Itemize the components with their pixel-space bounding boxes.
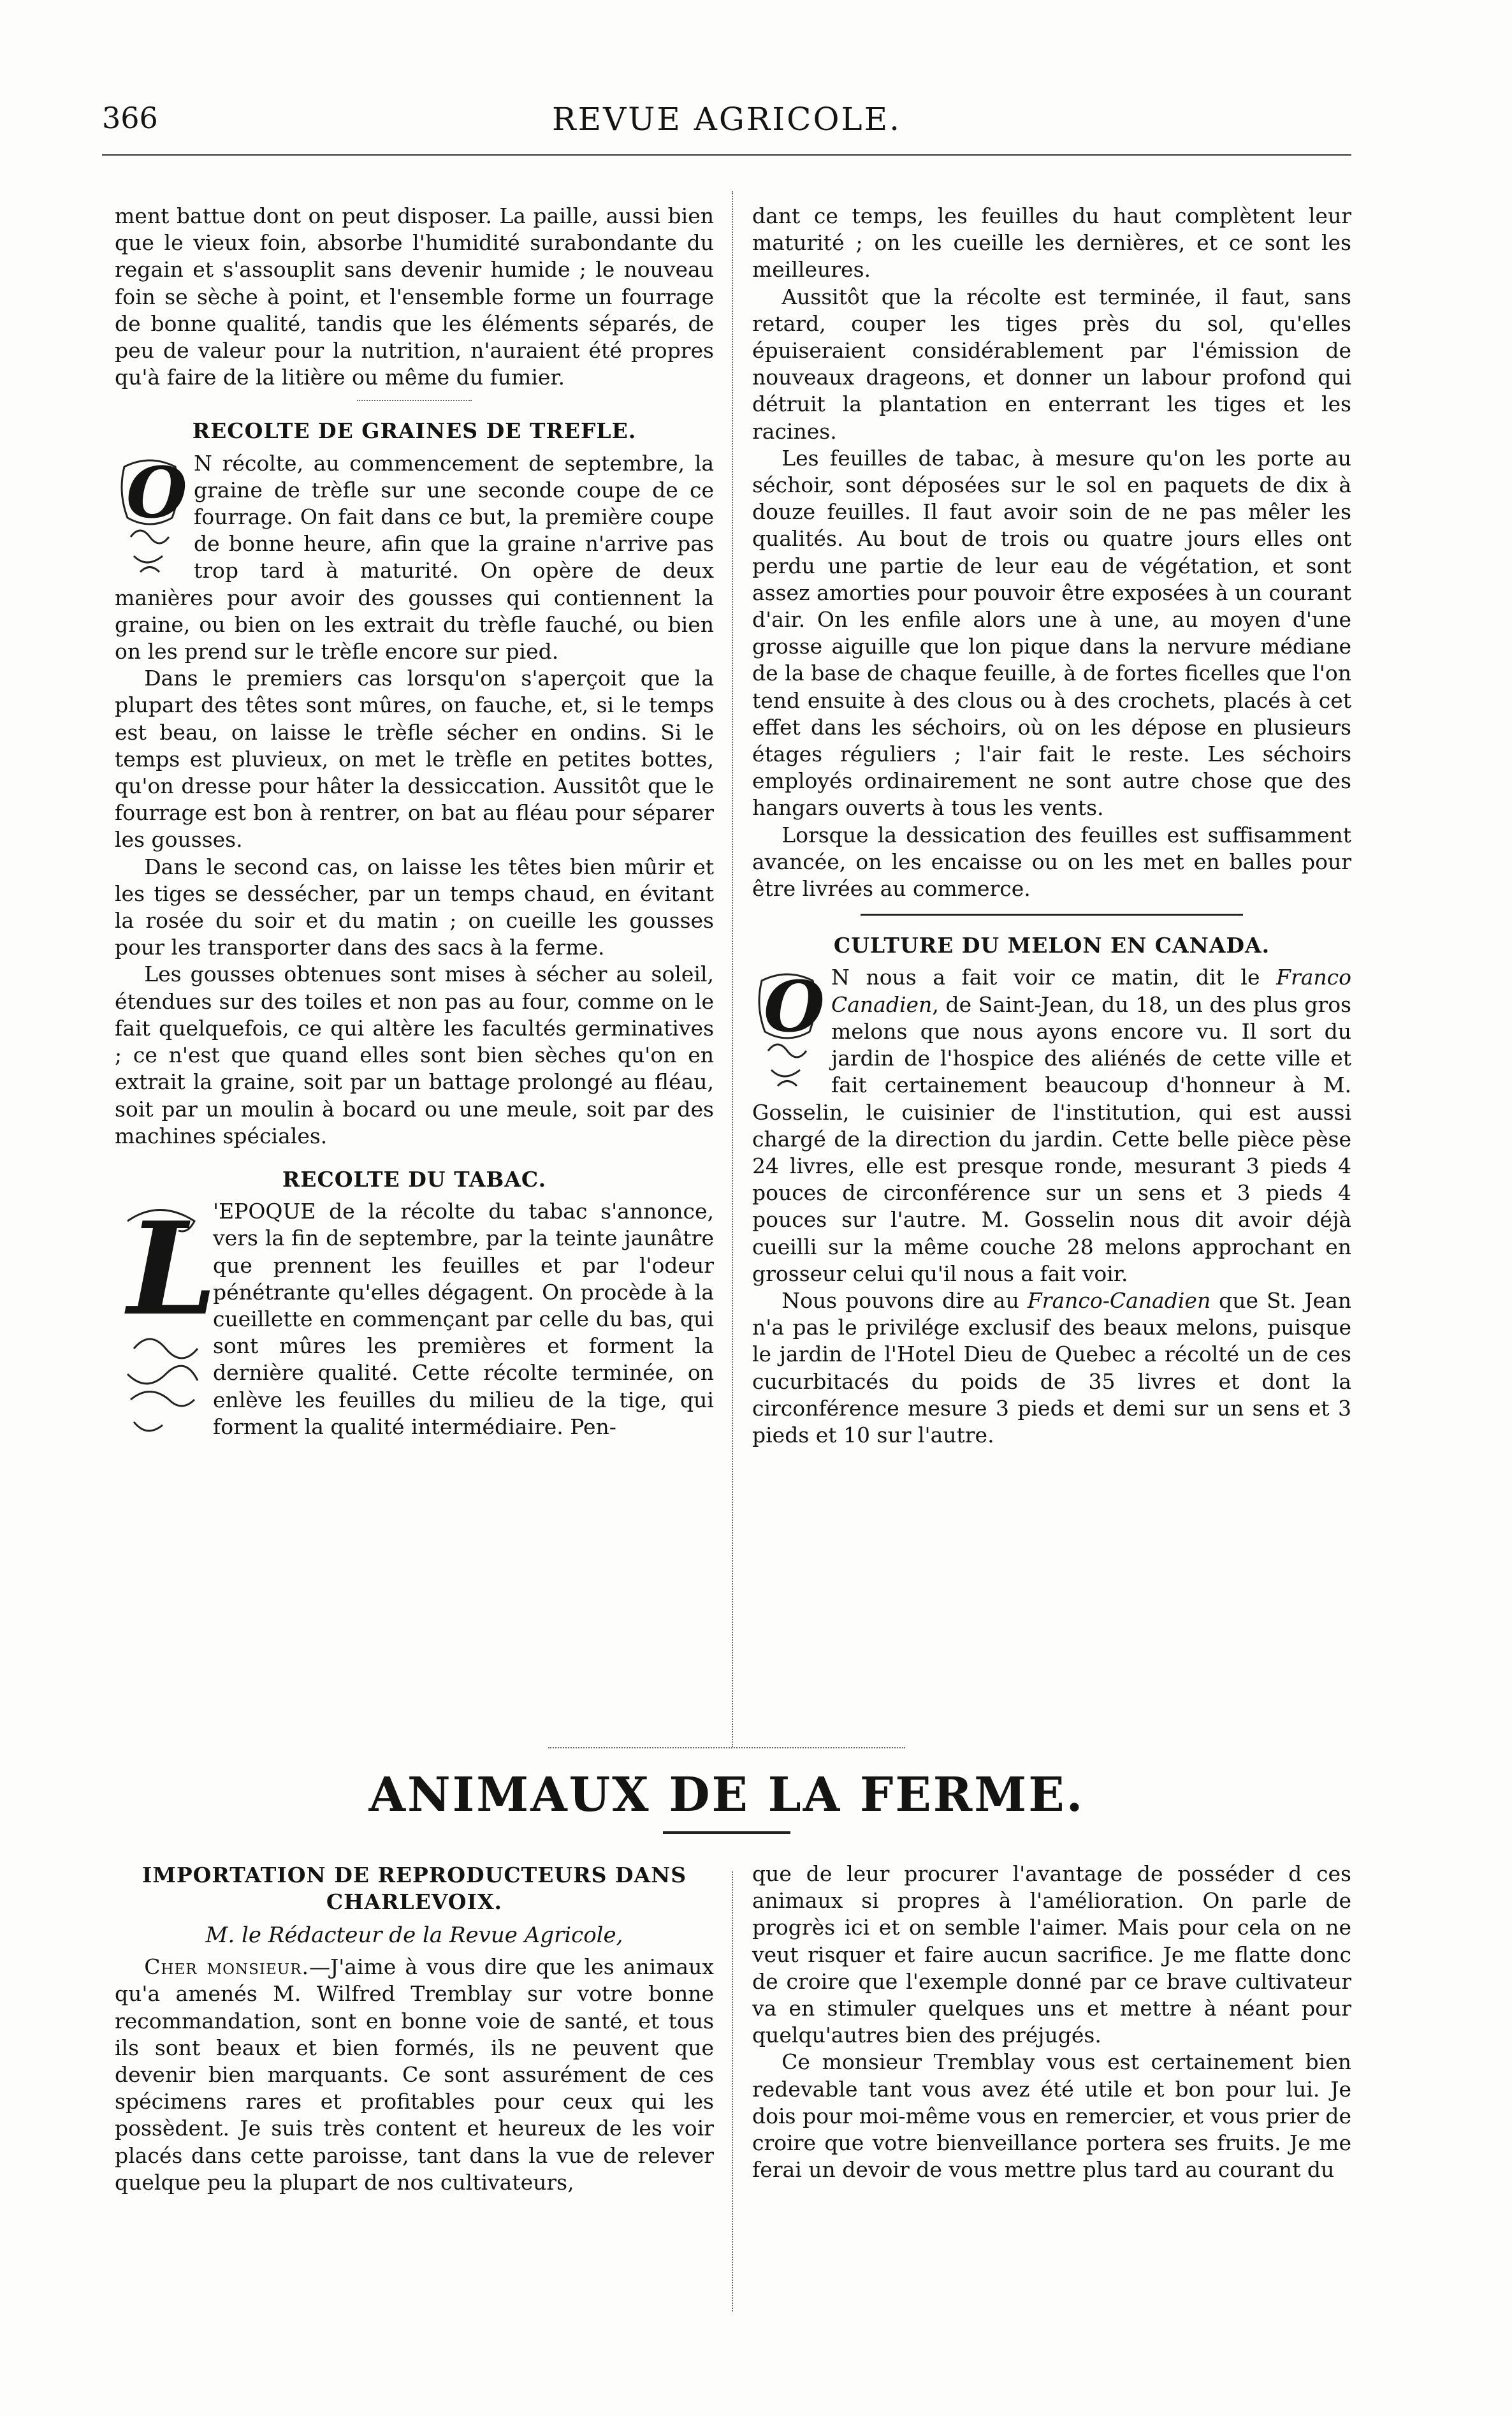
journal-title: REVUE AGRICOLE. bbox=[551, 101, 902, 138]
section-divider bbox=[861, 914, 1243, 916]
page-number: 366 bbox=[102, 101, 158, 135]
letter-salutation: M. le Rédacteur de la Revue Agricole, bbox=[205, 1922, 623, 1948]
letter-paragraph-2: que de leur procurer l'avantage de posséder d ces animaux si propres à l'amélioration. On parle de progrès ici et on semble l'aimer. Mais pour cela on ne veut risquer et faire aucun sacrifice. Je me flatte donc de croire que l'exemple donné par ce brave cultivateur va en stimuler quelques uns et mettre à néant pour quelqu'autres bien des préjugés. bbox=[752, 1861, 1351, 2048]
melon-paragraph-1 bbox=[752, 964, 1351, 1287]
tabac-paragraph-3: Aussitôt que la récolte est terminée, il faut, sans retard, couper les tiges près du sol, qu'elles épuiseraient considérablement par l'émission de nouveaux drageons, et donner un labour profond qui détruit la plantation en enterrant les tiges et les racines. bbox=[752, 284, 1351, 444]
letter-text: —J'aime à vous dire que les animaux qu'a amenés M. Wilfred Tremblay sur votre bonne recommandation, sont en bonne voie de santé, et tous ils sont beaux et bien formés, ils ne peuvent que devenir bien marquants. Ce sont assurément de ces spécimens rares et profitables pour ceux qui les possèdent. Je suis très content et heureux de les voir placés dans cette paroisse, tant dans la vue de relever quelque peu la plupart de nos cultivateurs, bbox=[115, 1954, 714, 2195]
bottom-left-column bbox=[115, 1862, 714, 2196]
ornamental-dropcap-o bbox=[115, 451, 187, 582]
feature-divider bbox=[548, 1747, 905, 1748]
newspaper-name: Franco Canadien bbox=[831, 965, 1351, 1017]
tabac-paragraph-1: 'EPOQUE de la récolte du tabac s'annonce, vers la fin de septembre, par la teinte jaunâtre que prennent les feuilles et par l'odeur pénétrante qu'elles dégagent. On procède à la cueillette en commençant par celle du bas, qui sont mûres les premières et forment la dernière qualité. Cette récolte terminée, on enlève les feuilles du milieu de la tige, qui forment la qualité intermédiaire. Pen- bbox=[213, 1199, 714, 1439]
trefle-paragraph-2: Dans le premiers cas lorsqu'on s'aperçoit que la plupart des têtes sont mûres, on fauche, et, si le temps est beau, on laisse le trèfle sécher en ondins. Si le temps est pluvieux, on met le trèfle en petites bottes, qu'on dresse pour hâter la dessiccation. Aussitôt que le fourrage est bon à rentrer, on bat au fléau pour séparer les gousses. bbox=[115, 666, 714, 853]
trefle-paragraph-3: Dans le second cas, on laisse les têtes bien mûrir et les tiges se dessécher, par un temps chaud, en évitant la rosée du soir et du matin ; on cueille les gousses pour les transporter dans des sacs à la ferme. bbox=[115, 854, 714, 960]
section-divider bbox=[357, 400, 472, 401]
intro-paragraph: ment battue dont on peut disposer. La paille, aussi bien que le vieux foin, absorbe l'humidité surabondante du regain et s'assouplit sans devenir humide ; le nouveau foin se sèche à point, et l'ensemble forme un fourrage de bonne qualité, tandis que les éléments séparés, de peu de valeur pour la nutrition, n'auraient été propres qu'à faire de la litière ou même du fumier. bbox=[115, 203, 714, 390]
trefle-paragraph-1: N récolte, au commencement de septembre, la graine de trèfle sur une seconde coupe de ce fourrage. On fait dans ce but, la première coupe de bonne heure, afin que la graine n'arrive pas trop tard à maturité. On opère de deux manières pour avoir des gousses qui contiennent la graine, ou bien on les extrait du trèfle fauché, ou bien on les prend sur le trèfle encore sur pied. bbox=[115, 450, 714, 664]
melon-text: que St. Jean n'a pas le privilége exclusif des beaux melons, puisque le jardin de l'Hotel Dieu de Quebec a récolté un de ces cucurbitacés du poids de 35 livres et dont la circonférence mesure 3 pieds et demi sur un sens et 3 pieds et 10 sur l'autre. bbox=[752, 1287, 1352, 1447]
melon-text: Nous pouvons dire au bbox=[781, 1287, 1028, 1313]
running-head bbox=[102, 101, 1351, 145]
feature-underline bbox=[663, 1831, 790, 1834]
right-column bbox=[752, 203, 1351, 1449]
ornamental-dropcap-l bbox=[115, 1194, 217, 1444]
melon-paragraph-2 bbox=[752, 1287, 1351, 1449]
left-column bbox=[115, 203, 714, 1444]
feature-title: ANIMAUX DE LA FERME. bbox=[368, 1768, 1085, 1822]
column-divider bbox=[732, 1871, 733, 2311]
letter-paragraph-1 bbox=[115, 1954, 714, 2196]
section-title-tabac: RECOLTE DU TABAC. bbox=[282, 1166, 547, 1192]
section-title-trefle: RECOLTE DE GRAINES DE TREFLE. bbox=[192, 418, 637, 444]
bottom-right-column bbox=[752, 1861, 1351, 2183]
tabac-paragraph-4: Les feuilles de tabac, à mesure qu'on les porte au séchoir, sont déposées sur le sol en paquets de dix à douze feuilles. Il faut avoir soin de ne pas mêler les qualités. Au bout de trois ou quatre jours elles ont perdu une partie de leur eau de végétation, et sont assez amorties pour pouvoir être exposées à un courant d'air. On les enfile alors une à une, au moyen d'une grosse aiguille que lon pique dans la nervure médiane de la base de chaque feuille, à de fortes ficelles que l'on tend ensuite à des clous ou à des crochets, placés à cet effet dans les séchoirs, où on les dépose en plusieurs étages réguliers ; l'air fait le reste. Les séchoirs employés ordinairement ne sont autre chose que des hangars ouverts à tous les vents. bbox=[752, 445, 1351, 821]
ornamental-dropcap-o bbox=[752, 965, 825, 1095]
dropcap-letter: O bbox=[764, 965, 825, 1048]
newspaper-page bbox=[102, 0, 1351, 2416]
melon-text: , de Saint-Jean, du 18, un des plus gros melons que nous ayons encore vu. Il sort du jardin de l'hospice des aliénés de cette ville et fait certainement beaucoup d'honneur à M. Gosselin, le cuisinier de l'institution, qui est aussi chargé de la direction du jardin. Cette belle pièce pèse 24 livres, elle est presque ronde, mesurant 3 pieds 4 pouces de circonférence sur un sens et 3 pieds 4 pouces sur l'autre. M. Gosselin nous dit avoir déjà cueilli sur la même couche 28 melons approchant en grosseur celui qu'il nous a fait voir. bbox=[752, 992, 1351, 1286]
tabac-paragraph-5: Lorsque la dessication des feuilles est suffisamment avancée, on les encaisse ou on les met en balles pour être livrées au commerce. bbox=[752, 822, 1351, 902]
section-title-melon: CULTURE DU MELON EN CANADA. bbox=[833, 933, 1270, 958]
column-divider bbox=[732, 191, 733, 1747]
letter-paragraph-3: Ce monsieur Tremblay vous est certainement bien redevable tant vous avez été utile et bon pour lui. Je dois pour moi-même vous en remercier, et vous prier de croire que votre bienveillance portera ses fruits. Je me ferai un devoir de vous mettre plus tard au courant du bbox=[752, 2049, 1351, 2183]
dropcap-letter: O bbox=[126, 451, 187, 534]
article-title-importation: IMPORTATION DE REPRODUCTEURS DANS CHARLEVOIX. bbox=[142, 1863, 687, 1914]
letter-greeting: Cher monsieur. bbox=[144, 1954, 309, 1980]
header-rule bbox=[102, 154, 1351, 156]
tabac-paragraph-2: dant ce temps, les feuilles du haut complètent leur maturité ; on les cueille les dernières, et ce sont les meilleures. bbox=[752, 203, 1351, 282]
dropcap-letter: L bbox=[127, 1194, 217, 1345]
newspaper-name: Franco-Canadien bbox=[1027, 1287, 1211, 1313]
trefle-paragraph-4: Les gousses obtenues sont mises à sécher au soleil, étendues sur des toiles et non pas au four, comme on le fait quelquefois, ce qui altère les facultés germinatives ; ce n'est que quand elles sont bien sèches qu'on en extrait la graine, soit par un battage prolongé au fléau, soit par un moulin à bocard ou une meule, soit par des machines spéciales. bbox=[115, 962, 714, 1148]
melon-text: N nous a fait voir ce matin, dit le bbox=[831, 965, 1277, 990]
